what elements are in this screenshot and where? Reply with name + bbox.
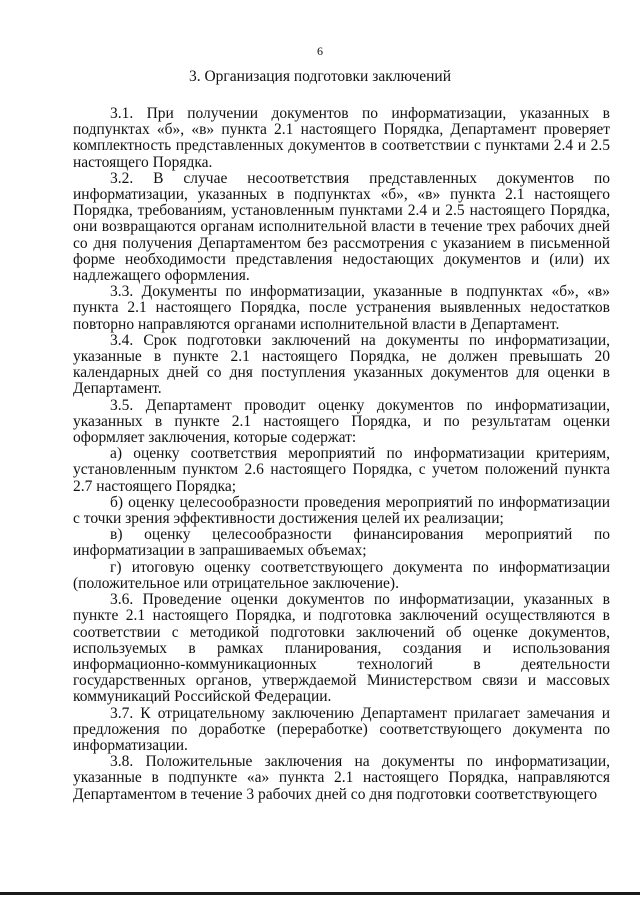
paragraph-3-3: 3.3. Документы по информатизации, указанные в подпунктах «б», «в» пункта 2.1 настоящего Порядка, после устранения выявленных недостатков повторно направляются органами исполнительной власти в Департамент. [73,283,610,333]
paragraph-3-5: 3.5. Департамент проводит оценку документов по информатизации, указанных в пункте 2.1 настоящего Порядка, и по результатам оценки оформляет заключения, которые содержат: [73,396,610,447]
paragraph-3-1: 3.1. При получении документов по информатизации, указанных в подпунктах «б», «в» пункта 2.1 настоящего Порядка, Департамент проверяет комплектность представленных документов в соответствии с пунктами 2.4 и 2.5 настоящего Порядка. [73,105,610,171]
list-item-b: б) оценку целесообразности проведения мероприятий по информатизации с точки зрения эффективности достижения целей их реализации; [73,493,610,528]
paragraph-3-7: 3.7. К отрицательному заключению Департамент прилагает замечания и предложения по доработке (переработке) соответствующего документа по информатизации. [73,704,610,754]
list-item-g: г) итоговую оценку соответствующего документа по информатизации (положительное или отрицательное заключение). [73,558,610,592]
paragraph-3-6: 3.6. Проведение оценки документов по информатизации, указанных в пункте 2.1 настоящего Порядка, и подготовка заключений осуществляются в соответствии с методикой подготовки заключений об оценке документов, используемых в рамках планирования, создания и использования информационно-коммуникационных технологий в деятельности государственных органов, утверждаемой Министерством связи и массовых коммуникаций Российской Федерации. [73,591,610,706]
paragraph-3-2: 3.2. В случае несоответствия представленных документов по информатизации, указанных в подпунктах «б», «в» пункта 2.1 настоящего Порядка, требованиям, установленным пунктами 2.4 и 2.5 настоящего Порядка, они возвращаются органам исполнительной власти в течение трех рабочих дней со дня получения Департаментом без рассмотрения с указанием в письменной форме необходимости представления недостающих документов и (или) их надлежащего оформления. [73,169,610,285]
paragraph-3-8: 3.8. Положительные заключения на документы по информатизации, указанные в подпункте «а» пункта 2.1 настоящего Порядка, направляются Департаментом в течение 3 рабочих дней со дня подготовки соответствующего [73,753,610,803]
list-item-a: а) оценку соответствия мероприятий по информатизации критериям, установленным пунктом 2.6 настоящего Порядка, с учетом положений пункта 2.7 настоящего Порядка; [73,445,610,495]
list-item-v: в) оценку целесообразности финансирования мероприятий по информатизации в запрашиваемых объемах; [73,526,610,560]
section-heading: 3. Организация подготовки заключений [188,68,452,85]
document-body [73,106,610,803]
page-number: 6 [317,44,323,58]
bottom-divider [0,892,640,895]
paragraph-3-4: 3.4. Срок подготовки заключений на документы по информатизации, указанные в пункте 2.1 настоящего Порядка, не должен превышать 20 календарных дней со дня поступления указанных документов для оценки в Департамент. [73,331,610,398]
